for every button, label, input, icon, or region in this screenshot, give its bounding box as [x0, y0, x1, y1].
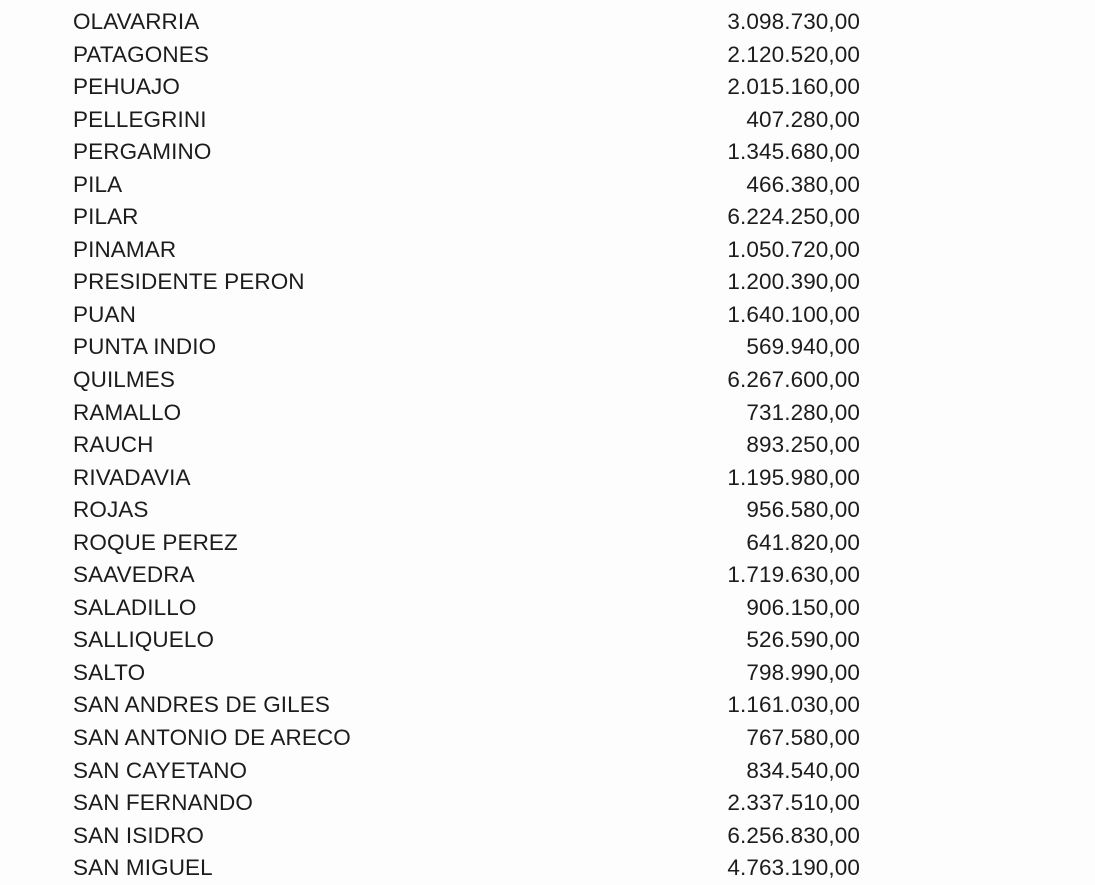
amount-cell: 767.580,00	[746, 725, 860, 751]
municipality-name-cell: PATAGONES	[73, 41, 209, 67]
municipality-name-cell: QUILMES	[73, 367, 175, 393]
table-row	[0, 201, 1095, 234]
amount-cell: 956.580,00	[746, 497, 860, 523]
table-row	[0, 689, 1095, 722]
table-row	[0, 494, 1095, 527]
table-row	[0, 266, 1095, 299]
table-row	[0, 39, 1095, 72]
amount-cell: 3.098.730,00	[727, 9, 860, 34]
amount-cell: 731.280,00	[746, 399, 860, 425]
amount-cell: 1.345.680,00	[727, 139, 860, 165]
table-row	[0, 169, 1095, 202]
table-row	[0, 592, 1095, 625]
amount-cell: 1.640.100,00	[727, 301, 860, 327]
table-row	[0, 787, 1095, 820]
municipality-name-cell: PINAMAR	[73, 236, 177, 262]
table-body	[0, 6, 1095, 885]
municipality-name-cell: SAN CAYETANO	[73, 757, 248, 783]
table-row	[0, 852, 1095, 885]
amount-cell: 2.120.520,00	[727, 41, 860, 67]
municipality-name-cell: PEHUAJO	[73, 74, 180, 100]
table-row	[0, 722, 1095, 755]
amount-cell: 6.256.830,00	[727, 822, 860, 848]
table-row	[0, 299, 1095, 332]
table-row	[0, 527, 1095, 560]
municipality-name-cell: PILAR	[73, 204, 139, 230]
amount-cell: 1.719.630,00	[727, 562, 860, 588]
municipality-name-cell: PERGAMINO	[73, 139, 212, 165]
amount-cell: 526.590,00	[746, 627, 860, 653]
municipality-name-cell: SAN MIGUEL	[73, 855, 213, 881]
table-row	[0, 71, 1095, 104]
amount-cell: 569.940,00	[746, 334, 860, 360]
table-row	[0, 6, 1095, 39]
amount-cell: 2.337.510,00	[727, 790, 860, 816]
table-row	[0, 364, 1095, 397]
municipality-name-cell: SALADILLO	[73, 594, 197, 620]
municipality-name-cell: RIVADAVIA	[73, 464, 191, 490]
municipality-name-cell: RAMALLO	[73, 399, 182, 425]
table-row	[0, 657, 1095, 690]
municipality-name-cell: PRESIDENTE PERON	[73, 269, 305, 295]
table-row	[0, 429, 1095, 462]
municipality-name-cell: SAN FERNANDO	[73, 790, 253, 816]
amount-cell: 1.050.720,00	[727, 236, 860, 262]
municipality-amount-table	[0, 6, 1095, 885]
municipality-name-cell: SAN ANTONIO DE ARECO	[73, 725, 351, 751]
amount-cell: 641.820,00	[746, 529, 860, 555]
municipality-name-cell: SALLIQUELO	[73, 627, 215, 653]
table-row	[0, 136, 1095, 169]
municipality-name-cell: ROQUE PEREZ	[73, 529, 238, 555]
amount-cell: 1.200.390,00	[727, 269, 860, 295]
municipality-name-cell: SAAVEDRA	[73, 562, 195, 588]
amount-cell: 4.763.190,00	[727, 855, 860, 881]
table-row	[0, 624, 1095, 657]
municipality-name-cell: OLAVARRIA	[73, 9, 200, 34]
municipality-name-cell: SALTO	[73, 659, 146, 685]
amount-cell: 906.150,00	[746, 594, 860, 620]
amount-cell: 1.161.030,00	[727, 692, 860, 718]
table-row	[0, 234, 1095, 267]
amount-cell: 466.380,00	[746, 171, 860, 197]
amount-cell: 6.267.600,00	[727, 367, 860, 393]
amount-cell: 893.250,00	[746, 432, 860, 458]
table-row	[0, 104, 1095, 137]
table-row	[0, 820, 1095, 853]
municipality-name-cell: SAN ISIDRO	[73, 822, 205, 848]
amount-cell: 1.195.980,00	[727, 464, 860, 490]
amount-cell: 2.015.160,00	[727, 74, 860, 100]
table-row	[0, 559, 1095, 592]
amount-cell: 834.540,00	[746, 757, 860, 783]
table-row	[0, 331, 1095, 364]
table-row	[0, 755, 1095, 788]
municipality-name-cell: RAUCH	[73, 432, 154, 458]
municipality-name-cell: PILA	[73, 171, 123, 197]
municipality-name-cell: PUNTA INDIO	[73, 334, 217, 360]
amount-cell: 407.280,00	[746, 106, 860, 132]
amount-cell: 6.224.250,00	[727, 204, 860, 230]
table-row	[0, 462, 1095, 495]
amount-cell: 798.990,00	[746, 659, 860, 685]
municipality-name-cell: ROJAS	[73, 497, 149, 523]
municipality-name-cell: PELLEGRINI	[73, 106, 207, 132]
municipality-name-cell: PUAN	[73, 301, 136, 327]
municipality-name-cell: SAN ANDRES DE GILES	[73, 692, 330, 718]
table-row	[0, 397, 1095, 430]
